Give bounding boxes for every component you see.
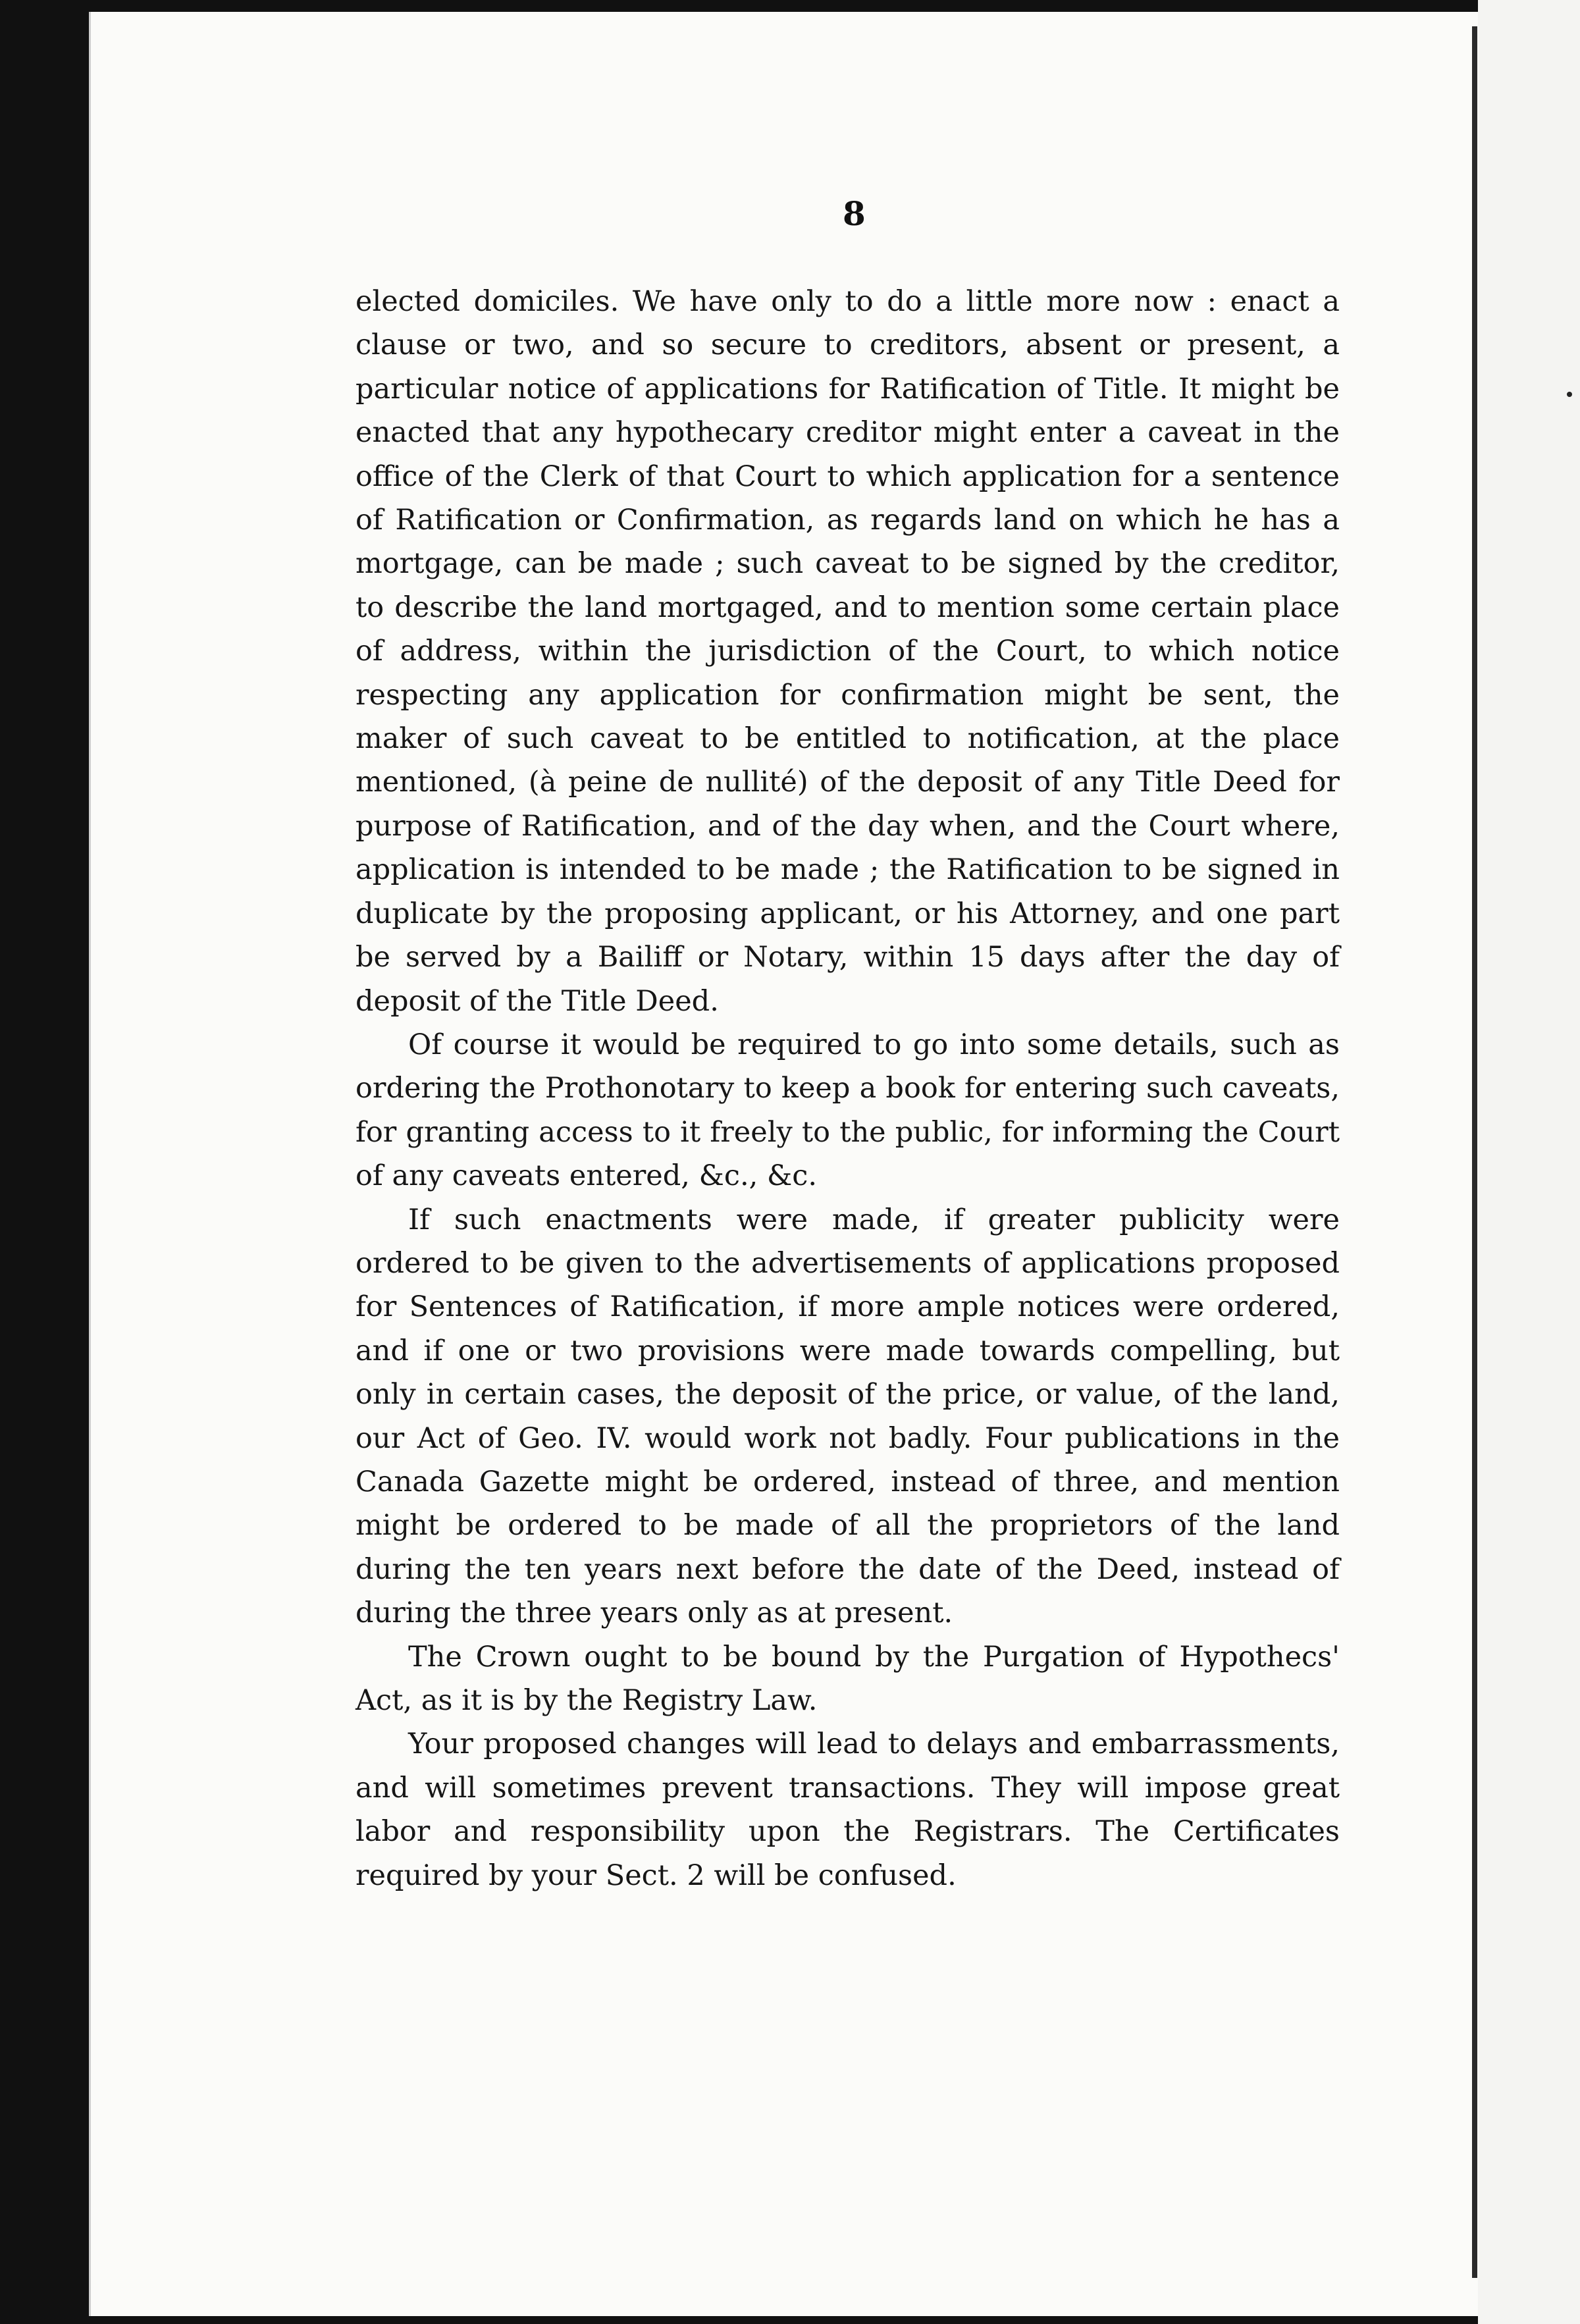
paragraph: If such enactments were made, if greater publicity were ordered to be given to the advertisements of applications proposed for Sentences of Ratification, if more ample notices were ordered, and if one or two provisions were made towards compelling, but only in certain cases, the deposit of the price, or value, of the land, our Act of Geo. IV. would work not badly. Four publications in the Canada Gazette might be ordered, instead of three, and mention might be ordered to be made of all the proprietors of the land during the ten years next before the date of the Deed, instead of during the three years only as at present. [356, 1203, 1340, 1630]
paragraph: elected domiciles. We have only to do a little more now : enact a clause or two, and so secure to creditors, absent or present, a particular notice of applications for Ratification of Title. It might be enacted that any hypothecary creditor might enter a caveat in the office of the Clerk of that Court to which application for a sentence of Ratification or Confirmation, as regards land on which he has a mortgage, can be made ; such caveat to be signed by the creditor, to describe the land mortgaged, and to mention some certain place of address, within the jurisdiction of the Court, to which notice respecting any application for confirmation might be sent, the maker of such caveat to be entitled to notification, at the place mentioned, (à peine de nullité) of the deposit of any Title Deed for purpose of Ratification, and of the day when, and the Court where, application is intended to be made ; the Ratification to be signed in duplicate by the proposing applicant, or his Attorney, and one part be served by a Bailiff or Notary, within 15 days after the day of deposit of the Title Deed. [356, 285, 1340, 1018]
page-number: 8 [843, 194, 866, 233]
paragraph: The Crown ought to be bound by the Purgation of Hypothecs' Act, as it is by the Registry Law. [356, 1640, 1340, 1717]
page-edge-rule [1472, 26, 1477, 2278]
scan-speck [1567, 392, 1572, 397]
body-text [356, 280, 1340, 1897]
scan-top-border [0, 0, 1580, 12]
paragraph: Of course it would be required to go into some details, such as ordering the Prothonotary to keep a book for entering such caveats, for granting access to it freely to the public, for informing the Court of any caveats entered, &c., &c. [356, 1028, 1340, 1193]
right-margin [1478, 0, 1580, 2324]
paragraph: Your proposed changes will lead to delays and embarrassments, and will sometimes prevent transactions. They will impose great labor and responsibility upon the Registrars. The Certificates required by your Sect. 2 will be confused. [356, 1728, 1340, 1892]
